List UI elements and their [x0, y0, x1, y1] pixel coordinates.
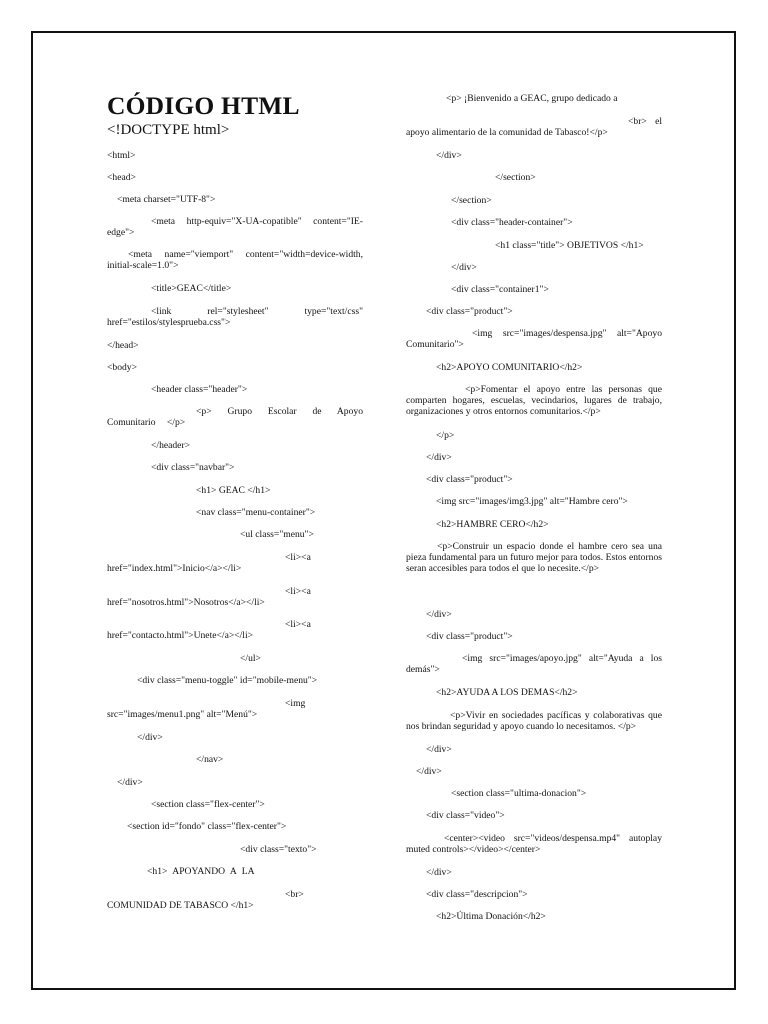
code-line: <h2>Última Donación</h2> — [436, 911, 546, 922]
code-line: <ul class="menu"> — [240, 529, 314, 540]
code-line: <div class="container1"> — [451, 284, 549, 295]
code-line: <br> COMUNIDAD DE TABASCO </h1> — [107, 889, 304, 911]
code-line: <div class="descripcion"> — [426, 889, 528, 900]
code-line: <div class="product"> — [426, 631, 513, 642]
code-line: <div class="navbar"> — [151, 462, 235, 473]
code-line: <img src="images/img3.jpg" alt="Hambre cero"> — [436, 496, 628, 507]
code-line: </div> — [117, 777, 143, 788]
code-line: <head> — [107, 172, 136, 183]
code-line: <p>Vivir en sociedades pacíficas y colaborativas que nos brindan seguridad y apoyo cuando lo necesitamos. </p> — [406, 710, 662, 732]
code-line: </section> — [451, 195, 492, 206]
code-line: </div> — [416, 766, 442, 777]
code-line: <html> — [107, 150, 136, 161]
code-line: <li><a href="nosotros.html">Nosotros</a></li> — [107, 586, 311, 608]
code-line: <div class="texto"> — [240, 844, 317, 855]
code-line: </div> — [426, 609, 452, 620]
code-line: <nav class="menu-container"> — [196, 507, 316, 518]
code-line: <link rel="stylesheet" type="text/css" href="estilos/stylesprueba.css"> — [107, 306, 363, 328]
code-line: </div> — [451, 262, 477, 273]
code-line: </div> — [137, 732, 163, 743]
code-line: <body> — [107, 362, 138, 373]
code-line: <center><video src="videos/despensa.mp4" autoplay muted controls></video></center> — [406, 833, 662, 855]
code-line: <section class="flex-center"> — [151, 799, 265, 810]
code-line: <h1> APOYANDO A LA — [147, 866, 255, 877]
code-line: <div class="menu-toggle" id="mobile-menu"> — [137, 675, 318, 686]
code-line: <img src="images/menu1.png" alt="Menú"> — [107, 698, 306, 720]
code-line: <h2>AYUDA A LOS DEMAS</h2> — [436, 687, 578, 698]
code-line: </p> — [436, 430, 455, 441]
code-line: <p>Construir un espacio donde el hambre cero sea una pieza fundamental para un futuro mejor para todos. Estos entornos seran accesibles para todos el que lo necesite.</p> — [406, 541, 662, 574]
code-line: <meta name="viemport" content="width=device-width, initial-scale=1.0"> — [107, 249, 363, 271]
code-line: <p> ¡Bienvenido a GEAC, grupo dedicado a — [446, 93, 618, 104]
document-title: CÓDIGO HTML — [107, 91, 300, 120]
doctype-line: <!DOCTYPE html> — [107, 122, 230, 138]
code-line: <section id="fondo" class="flex-center"> — [127, 821, 287, 832]
code-line: </div> — [436, 150, 462, 161]
code-line: <meta http-equiv="X-UA-copatible" content="IE-edge"> — [107, 216, 363, 238]
code-line: </div> — [426, 867, 452, 878]
code-line: <p>Fomentar el apoyo entre las personas que comparten hogares, escuelas, vecindarios, lugares de trabajo, organizaciones y otros entornos comunitarios.</p> — [406, 384, 662, 417]
code-line: <p> Grupo Escolar de Apoyo Comunitario </p> — [107, 406, 363, 428]
code-line: <h2>APOYO COMUNITARIO</h2> — [436, 362, 583, 373]
code-line: <img src="images/apoyo.jpg" alt="Ayuda a los demás"> — [406, 653, 662, 675]
code-line: </section> — [495, 172, 536, 183]
code-line: <li><a href="index.html">Inicio</a></li> — [107, 552, 311, 574]
code-line: <h1 class="title"> OBJETIVOS </h1> — [495, 240, 644, 251]
code-line: <title>GEAC</title> — [151, 283, 232, 294]
code-line: </div> — [426, 744, 452, 755]
code-line: <div class="product"> — [426, 306, 513, 317]
code-line: <div class="product"> — [426, 474, 513, 485]
code-line: </head> — [107, 340, 139, 351]
code-line: </div> — [426, 452, 452, 463]
code-line: </header> — [151, 440, 191, 451]
code-line: <li><a href="contacto.html">Unete</a></li> — [107, 619, 311, 641]
code-line: <section class="ultima-donacion"> — [451, 788, 587, 799]
code-line: <h2>HAMBRE CERO</h2> — [436, 519, 549, 530]
code-line: <div class="header-container"> — [451, 217, 573, 228]
code-line: <h1> GEAC </h1> — [196, 485, 271, 496]
code-line: <div class="video"> — [426, 810, 505, 821]
code-line: <header class="header"> — [151, 384, 248, 395]
code-line: <br> el apoyo alimentario de la comunidad de Tabasco!</p> — [406, 116, 662, 138]
code-line: </nav> — [196, 754, 224, 765]
code-line: <img src="images/despensa.jpg" alt="Apoyo Comunitario"> — [406, 328, 662, 350]
code-line: <meta charset="UTF-8"> — [117, 194, 216, 205]
code-line: </ul> — [240, 653, 261, 664]
